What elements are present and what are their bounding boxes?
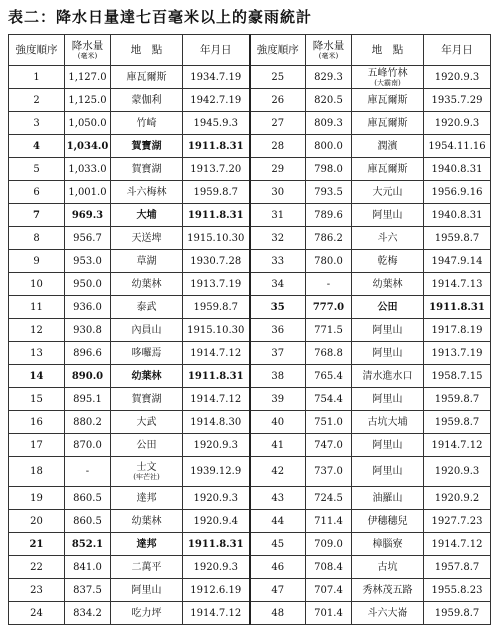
amount-cell: 1,001.0 [65, 181, 111, 204]
place-cell: 阿里山 [352, 388, 424, 411]
rank-cell: 34 [250, 273, 306, 296]
amount-cell: 780.0 [306, 250, 352, 273]
place-cell: 庫瓦爾斯 [352, 112, 424, 135]
rank-cell: 15 [9, 388, 65, 411]
date-cell: 1942.7.19 [183, 89, 250, 112]
date-cell: 1927.7.23 [424, 510, 491, 533]
date-cell: 1913.7.19 [424, 342, 491, 365]
rank-cell: 24 [9, 602, 65, 625]
amount-cell: 711.4 [306, 510, 352, 533]
amount-cell: 793.5 [306, 181, 352, 204]
table-row [9, 135, 491, 158]
rank-cell: 11 [9, 296, 65, 319]
date-cell: 1956.9.16 [424, 181, 491, 204]
rank-cell: 31 [250, 204, 306, 227]
amount-cell: 820.5 [306, 89, 352, 112]
date-cell: 1920.9.3 [424, 112, 491, 135]
header-amount-label-right: 降水量 [312, 39, 345, 52]
place-cell [352, 66, 424, 89]
date-cell: 1914.7.12 [424, 533, 491, 556]
amount-cell: 860.5 [65, 510, 111, 533]
place-name: 五峰竹林 [367, 67, 408, 79]
place-cell: 泰武 [111, 296, 183, 319]
date-cell: 1920.9.3 [183, 434, 250, 457]
table-row [9, 365, 491, 388]
amount-cell: 969.3 [65, 204, 111, 227]
place-cell: 蒙伽利 [111, 89, 183, 112]
date-cell: 1957.8.7 [424, 556, 491, 579]
date-cell: 1914.7.13 [424, 273, 491, 296]
place-name: 士文 [136, 462, 157, 473]
rainfall-table [8, 34, 491, 625]
place-cell: 幼葉林 [352, 273, 424, 296]
place-cell: 大武 [111, 411, 183, 434]
place-cell: 斗六 [352, 227, 424, 250]
place-cell: 幼葉林 [111, 510, 183, 533]
amount-cell: 809.3 [306, 112, 352, 135]
amount-cell: 765.4 [306, 365, 352, 388]
rank-cell: 37 [250, 342, 306, 365]
amount-cell: 880.2 [65, 411, 111, 434]
place-cell: 古坑大埔 [352, 411, 424, 434]
amount-cell: 701.4 [306, 602, 352, 625]
amount-cell: 890.0 [65, 365, 111, 388]
amount-cell: 754.4 [306, 388, 352, 411]
date-cell: 1947.9.14 [424, 250, 491, 273]
amount-cell: - [306, 273, 352, 296]
date-cell: 1920.9.3 [183, 487, 250, 510]
rank-cell: 9 [9, 250, 65, 273]
place-cell: 阿里山 [111, 579, 183, 602]
table-row [9, 533, 491, 556]
place-cell: 達邦 [111, 533, 183, 556]
place-cell: 吃力坪 [111, 602, 183, 625]
amount-cell: 841.0 [65, 556, 111, 579]
place-cell: 草湖 [111, 250, 183, 273]
amount-cell: 800.0 [306, 135, 352, 158]
date-cell: 1954.11.16 [424, 135, 491, 158]
rank-cell: 6 [9, 181, 65, 204]
rank-cell: 46 [250, 556, 306, 579]
date-cell: 1935.7.29 [424, 89, 491, 112]
rank-cell: 35 [250, 296, 306, 319]
date-cell: 1913.7.20 [183, 158, 250, 181]
amount-cell: 860.5 [65, 487, 111, 510]
header-amount-right [306, 35, 352, 66]
table-row [9, 434, 491, 457]
date-cell: 1940.8.31 [424, 204, 491, 227]
rank-cell: 7 [9, 204, 65, 227]
place-cell: 賀寶湖 [111, 135, 183, 158]
table-row [9, 112, 491, 135]
rank-cell: 16 [9, 411, 65, 434]
rank-cell: 39 [250, 388, 306, 411]
rank-cell: 26 [250, 89, 306, 112]
date-cell: 1911.8.31 [424, 296, 491, 319]
header-amount [65, 35, 111, 66]
table-row [9, 411, 491, 434]
rank-cell: 23 [9, 579, 65, 602]
date-cell: 1934.7.19 [183, 66, 250, 89]
place-cell: 阿里山 [352, 457, 424, 487]
place-cell: 庫瓦爾斯 [111, 66, 183, 89]
place-cell: 二萬平 [111, 556, 183, 579]
amount-cell: 829.3 [306, 66, 352, 89]
place-cell: 古坑 [352, 556, 424, 579]
amount-cell: 936.0 [65, 296, 111, 319]
rank-cell: 48 [250, 602, 306, 625]
table-row [9, 250, 491, 273]
place-cell: 賀寶湖 [111, 158, 183, 181]
date-cell: 1958.7.15 [424, 365, 491, 388]
place-cell: 賀寶湖 [111, 388, 183, 411]
rank-cell: 40 [250, 411, 306, 434]
header-rank: 強度順序 [9, 35, 65, 66]
date-cell: 1920.9.3 [424, 457, 491, 487]
rank-cell: 36 [250, 319, 306, 342]
rank-cell: 1 [9, 66, 65, 89]
table-row [9, 158, 491, 181]
date-cell: 1914.7.12 [183, 388, 250, 411]
rank-cell: 42 [250, 457, 306, 487]
date-cell: 1914.7.12 [183, 602, 250, 625]
amount-cell: 707.4 [306, 579, 352, 602]
amount-cell: 1,033.0 [65, 158, 111, 181]
place-cell: 竹崎 [111, 112, 183, 135]
place-cell: 油羅山 [352, 487, 424, 510]
rank-cell: 33 [250, 250, 306, 273]
place-note: (牢芒社) [133, 473, 160, 481]
table-row [9, 296, 491, 319]
rank-cell: 10 [9, 273, 65, 296]
date-cell: 1945.9.3 [183, 112, 250, 135]
place-cell: 公田 [111, 434, 183, 457]
place-cell: 斗六大崙 [352, 602, 424, 625]
amount-cell: - [65, 457, 111, 487]
header-date: 年月日 [183, 35, 250, 66]
rank-cell: 18 [9, 457, 65, 487]
table-row [9, 556, 491, 579]
amount-cell: 834.2 [65, 602, 111, 625]
place-cell: 清水進水口 [352, 365, 424, 388]
rank-cell: 14 [9, 365, 65, 388]
place-cell: 斗六梅林 [111, 181, 183, 204]
amount-cell: 896.6 [65, 342, 111, 365]
rank-cell: 41 [250, 434, 306, 457]
amount-cell: 771.5 [306, 319, 352, 342]
amount-cell: 777.0 [306, 296, 352, 319]
header-row [9, 35, 491, 66]
date-cell: 1917.8.19 [424, 319, 491, 342]
place-cell: 大埔 [111, 204, 183, 227]
amount-cell: 709.0 [306, 533, 352, 556]
rank-cell: 13 [9, 342, 65, 365]
rank-cell: 32 [250, 227, 306, 250]
table-row [9, 510, 491, 533]
rank-cell: 2 [9, 89, 65, 112]
date-cell: 1911.8.31 [183, 533, 250, 556]
rank-cell: 3 [9, 112, 65, 135]
amount-cell: 708.4 [306, 556, 352, 579]
rank-cell: 29 [250, 158, 306, 181]
date-cell: 1955.8.23 [424, 579, 491, 602]
date-cell: 1959.8.7 [183, 181, 250, 204]
date-cell: 1915.10.30 [183, 227, 250, 250]
table-row [9, 66, 491, 89]
date-cell: 1914.8.30 [183, 411, 250, 434]
table-row [9, 388, 491, 411]
date-cell: 1920.9.4 [183, 510, 250, 533]
date-cell: 1920.9.2 [424, 487, 491, 510]
amount-cell: 751.0 [306, 411, 352, 434]
table-row [9, 227, 491, 250]
place-cell: 大元山 [352, 181, 424, 204]
rank-cell: 22 [9, 556, 65, 579]
place-note: (大霸南) [374, 78, 401, 87]
amount-cell: 930.8 [65, 319, 111, 342]
date-cell: 1915.10.30 [183, 319, 250, 342]
amount-cell: 724.5 [306, 487, 352, 510]
date-cell: 1911.8.31 [183, 135, 250, 158]
place-cell: 天送埤 [111, 227, 183, 250]
table-row [9, 602, 491, 625]
place-cell: 潤濱 [352, 135, 424, 158]
table-row [9, 204, 491, 227]
amount-cell: 852.1 [65, 533, 111, 556]
amount-cell: 737.0 [306, 457, 352, 487]
place-cell: 樟腦寮 [352, 533, 424, 556]
date-cell: 1939.12.9 [183, 457, 250, 487]
place-cell: 阿里山 [352, 319, 424, 342]
rank-cell: 17 [9, 434, 65, 457]
date-cell: 1959.8.7 [424, 411, 491, 434]
rank-cell: 38 [250, 365, 306, 388]
date-cell: 1920.9.3 [424, 66, 491, 89]
rank-cell: 5 [9, 158, 65, 181]
rank-cell: 43 [250, 487, 306, 510]
header-place-right: 地 點 [352, 35, 424, 66]
date-cell: 1959.8.7 [424, 388, 491, 411]
date-cell: 1959.8.7 [424, 227, 491, 250]
amount-cell: 837.5 [65, 579, 111, 602]
date-cell: 1911.8.31 [183, 204, 250, 227]
header-amount-unit: (毫米) [77, 51, 98, 60]
amount-cell: 768.8 [306, 342, 352, 365]
rank-cell: 8 [9, 227, 65, 250]
place-cell: 達邦 [111, 487, 183, 510]
amount-cell: 747.0 [306, 434, 352, 457]
amount-cell: 1,050.0 [65, 112, 111, 135]
amount-cell: 1,034.0 [65, 135, 111, 158]
amount-cell: 870.0 [65, 434, 111, 457]
header-place: 地 點 [111, 35, 183, 66]
header-date-right: 年月日 [424, 35, 491, 66]
table-body [9, 66, 491, 625]
place-cell: 幼葉林 [111, 365, 183, 388]
rank-cell: 20 [9, 510, 65, 533]
amount-cell: 1,125.0 [65, 89, 111, 112]
place-cell: 庫瓦爾斯 [352, 89, 424, 112]
amount-cell: 950.0 [65, 273, 111, 296]
table-row [9, 181, 491, 204]
place-cell: 庫瓦爾斯 [352, 158, 424, 181]
amount-cell: 798.0 [306, 158, 352, 181]
rank-cell: 45 [250, 533, 306, 556]
place-cell: 乾梅 [352, 250, 424, 273]
rank-cell: 47 [250, 579, 306, 602]
place-cell: 秀林茂五路 [352, 579, 424, 602]
amount-cell: 895.1 [65, 388, 111, 411]
date-cell: 1912.6.19 [183, 579, 250, 602]
place-cell: 阿里山 [352, 342, 424, 365]
date-cell: 1914.7.12 [424, 434, 491, 457]
table-row [9, 342, 491, 365]
header-amount-unit-right: (毫米) [318, 51, 339, 60]
place-cell: 公田 [352, 296, 424, 319]
header-rank-right: 強度順序 [250, 35, 306, 66]
date-cell: 1940.8.31 [424, 158, 491, 181]
amount-cell: 956.7 [65, 227, 111, 250]
table-title: 表二：降水日量達七百毫米以上的豪雨統計 [8, 8, 313, 26]
rank-cell: 21 [9, 533, 65, 556]
place-cell: 阿里山 [352, 204, 424, 227]
table-row [9, 273, 491, 296]
place-cell: 哆囉焉 [111, 342, 183, 365]
rank-cell: 28 [250, 135, 306, 158]
rank-cell: 25 [250, 66, 306, 89]
table-row [9, 319, 491, 342]
table-row [9, 89, 491, 112]
amount-cell: 789.6 [306, 204, 352, 227]
date-cell: 1911.8.31 [183, 365, 250, 388]
table-row [9, 579, 491, 602]
rank-cell: 19 [9, 487, 65, 510]
date-cell: 1959.8.7 [183, 296, 250, 319]
place-cell: 幼葉林 [111, 273, 183, 296]
rank-cell: 27 [250, 112, 306, 135]
date-cell: 1920.9.3 [183, 556, 250, 579]
amount-cell: 953.0 [65, 250, 111, 273]
place-cell: 伊穗穗兒 [352, 510, 424, 533]
rank-cell: 30 [250, 181, 306, 204]
rank-cell: 44 [250, 510, 306, 533]
date-cell: 1959.8.7 [424, 602, 491, 625]
amount-cell: 786.2 [306, 227, 352, 250]
amount-cell: 1,127.0 [65, 66, 111, 89]
date-cell: 1914.7.12 [183, 342, 250, 365]
place-cell [111, 457, 183, 487]
place-cell: 內員山 [111, 319, 183, 342]
header-amount-label: 降水量 [71, 39, 104, 52]
place-cell: 阿里山 [352, 434, 424, 457]
table-row [9, 487, 491, 510]
rank-cell: 12 [9, 319, 65, 342]
date-cell: 1913.7.19 [183, 273, 250, 296]
date-cell: 1930.7.28 [183, 250, 250, 273]
rank-cell: 4 [9, 135, 65, 158]
table-row [9, 457, 491, 487]
